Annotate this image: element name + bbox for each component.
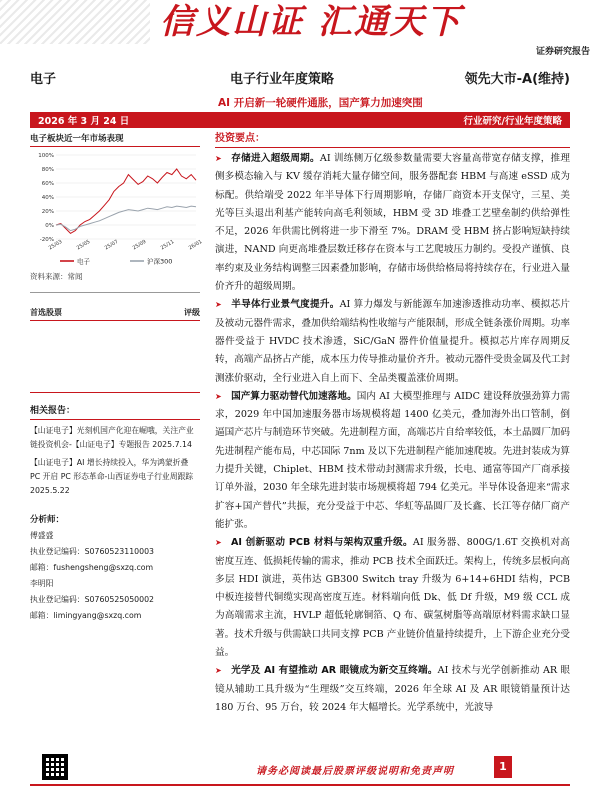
banner-pattern xyxy=(0,0,150,44)
investment-highlights xyxy=(215,132,570,717)
highlight-paragraph: ➤ 存储进入超级周期。AI 训练侧万亿级参数量需要大容量高带宽存储支撑，推理侧多模态输入与 KV 缓存消耗大量存储空间，服务器配套 HBM 与高速 eSSD 成为标配。供给端受 2022 年半导体下行周期影响，存储厂商资本开支保守，三星、美光等巨头退出利基产能转向高毛利领域，HBM 受 3D 堆叠工艺壁垒制约供给弹性不足，2026 年供需比例将进一步下滑至 7%。DRAM 受 HBM 挤占影响短缺持续演进，NAND 向更高堆叠层数迁移存在资本与工艺爬坡压力制约。受投产谨慎、良率约束及业务结构调整三因素叠加影响，存储市场供给格局将持续存在，行业进入量价齐升的超级周期。 xyxy=(215,150,570,296)
arrow-bullet-icon: ➤ xyxy=(215,391,222,401)
analyst-name: 傅盛盛 xyxy=(30,531,54,540)
legend-label: 电子 xyxy=(77,257,90,266)
market-performance-chart xyxy=(30,149,204,267)
brand-slogan: 信义山证 汇通天下 xyxy=(160,2,462,42)
page-number: 1 xyxy=(494,756,512,778)
report-header xyxy=(30,66,570,88)
y-tick-label: 20% xyxy=(41,209,54,215)
analyst-email[interactable]: 邮箱：limingyang@sxzq.com xyxy=(30,611,142,620)
analyst-name: 李明阳 xyxy=(30,579,54,588)
x-tick-label: 25/09 xyxy=(131,238,148,252)
disclaimer-text[interactable]: 请务必阅读最后股票评级说明和免责声明 xyxy=(256,766,454,777)
x-tick-label: 26/01 xyxy=(187,238,204,252)
rating-label: 领先大市-A(维持) xyxy=(464,71,570,87)
strategy-title: 电子行业年度策略 xyxy=(230,71,335,87)
analyst-email[interactable]: 邮箱：fushengsheng@sxzq.com xyxy=(30,563,154,572)
y-tick-label: 40% xyxy=(41,195,54,201)
arrow-bullet-icon: ➤ xyxy=(215,154,222,163)
highlight-paragraph: ➤ AI 创新驱动 PCB 材料与架构双重升级。AI 服务器、800G/1.6T 交换机对高密度互连、低损耗传输的需求，推动 PCB 技术全面跃迁。架构上，传统多层板向高多层 HDI 演进，英伟达 GB300 Switch tray 升级为 6+14+6HDI 结构，PCB 中板连接替代铜缆实现高密度互连。材料端向低 Dk、低 Df 升级，M9 级 CCL 成为高端需求主流，HVLP 超低轮廓铜箔、Q 布、碳氢树脂等高端原材料需求缺口显著。技术升级与供需缺口共同支撑 PCB 产业链价值量持续提升，上下游企业充分受益。 xyxy=(215,534,570,662)
left-sidebar xyxy=(30,132,204,624)
chart-source: 资料来源：常闻 xyxy=(30,271,200,293)
top-banner xyxy=(0,0,600,57)
y-tick-label: 100% xyxy=(38,153,54,159)
series-line-1 xyxy=(56,206,196,231)
related-reports-title: 相关报告： xyxy=(30,403,200,420)
performance-chart-svg xyxy=(30,149,204,267)
y-tick-label: 80% xyxy=(41,167,54,173)
stocks-header-left: 首选股票 xyxy=(30,308,62,317)
x-tick-label: 25/11 xyxy=(159,238,176,252)
x-tick-label: 25/07 xyxy=(103,238,120,252)
industry-name: 电子 xyxy=(30,71,57,87)
date-category-bar xyxy=(30,112,570,128)
chart-section-title: 电子板块近一年市场表现 xyxy=(30,132,200,147)
related-reports xyxy=(30,403,200,498)
footer-divider xyxy=(30,784,570,786)
investment-title: 投资要点： xyxy=(215,132,570,148)
related-report-item[interactable]: 【山证电子】AI 增长持续投入，华为鸿蒙折叠 PC 开启 PC 形态革命-山西证券电子行业周跟踪 2025.5.22 xyxy=(30,458,194,495)
highlight-paragraph: ➤ 光学及 AI 有望推动 AR 眼镜成为新交互终端。AI 技术与光学创新推动 AR 眼镜从辅助工具升级为“生理级”交互终端，2026 年全球 AI 及 AR 眼镜销量预计达 180 万台、95 万台，较 2024 年大幅增长。光学系统中，光波导 xyxy=(215,662,570,717)
related-report-item[interactable]: 【山证电子】光刻机国产化迎在崛哦，关注产业链投资机会-【山证电子】专题报告 2025.7.14 xyxy=(30,426,194,449)
analyst-title: 分析师： xyxy=(30,515,65,525)
x-tick-label: 25/05 xyxy=(75,238,92,252)
y-tick-label: 0% xyxy=(45,223,54,229)
report-category: 行业研究/行业年度策略 xyxy=(463,116,562,127)
preferred-stocks-body xyxy=(30,321,200,393)
page-footer xyxy=(0,752,600,800)
report-date: 2026 年 3 月 24 日 xyxy=(38,116,130,127)
arrow-bullet-icon: ➤ xyxy=(215,538,222,548)
x-tick-label: 25/03 xyxy=(47,238,64,252)
arrow-bullet-icon: ➤ xyxy=(215,300,222,310)
analyst-cert: 执业登记编码：S0760525050002 xyxy=(30,595,155,604)
analyst-section xyxy=(30,512,200,624)
y-tick-label: -20% xyxy=(39,237,54,243)
stocks-header-right: 评级 xyxy=(184,308,200,317)
series-line-0 xyxy=(56,169,196,233)
qr-code-icon xyxy=(42,754,68,780)
report-type-label: 证券研究报告 xyxy=(535,47,590,57)
preferred-stocks-header xyxy=(30,307,200,321)
y-tick-label: 60% xyxy=(41,181,54,187)
report-subtitle: AI 开启新一轮硬件通胀，国产算力加速突围 xyxy=(218,97,423,109)
analyst-cert: 执业登记编码：S0760523110003 xyxy=(30,547,155,556)
arrow-bullet-icon: ➤ xyxy=(215,666,222,676)
highlight-paragraph: ➤ 国产算力驱动替代加速落地。国内 AI 大模型推理与 AIDC 建设释放强劲算力需求，2029 年中国加速服务器市场规模将超 1400 亿美元，叠加海外出口管制，倒逼国产芯片与制造环节突破。先进制程方面，高端芯片自给率较低，本土晶圆厂加码先进制程产能布局，中芯国际 7nm 及以下先进制程产能加速爬坡。先进封装成为算力提升关键，Chiplet、HBM 技术带动封测需求升级，长电、通富等国产厂商承接订单外溢，2030 年全球先进封装市场规模将超 794 亿美元。半导体设备迎来“需求扩容+国产替代”共振，充分受益于中芯、华虹等晶圆厂及长鑫、长江等存储厂商产能扩张。 xyxy=(215,388,570,534)
legend-label: 沪深300 xyxy=(147,257,173,266)
highlight-paragraph: ➤ 半导体行业景气度提升。AI 算力爆发与新能源车加速渗透推动功率、模拟芯片及被动元器件需求，叠加供给端结构性收缩与产能限制，形成全链条涨价周期。功率器件受益于 HVDC 技术渗透，SiC/GaN 器件价值量提升。模拟芯片库存周期反转，高端产品挤占产能，成本压力传导推动量价齐升。被动元器件受贵金属及代工封测涨价驱动，全行业进入自上而下、全品类覆盖涨价周期。 xyxy=(215,296,570,387)
